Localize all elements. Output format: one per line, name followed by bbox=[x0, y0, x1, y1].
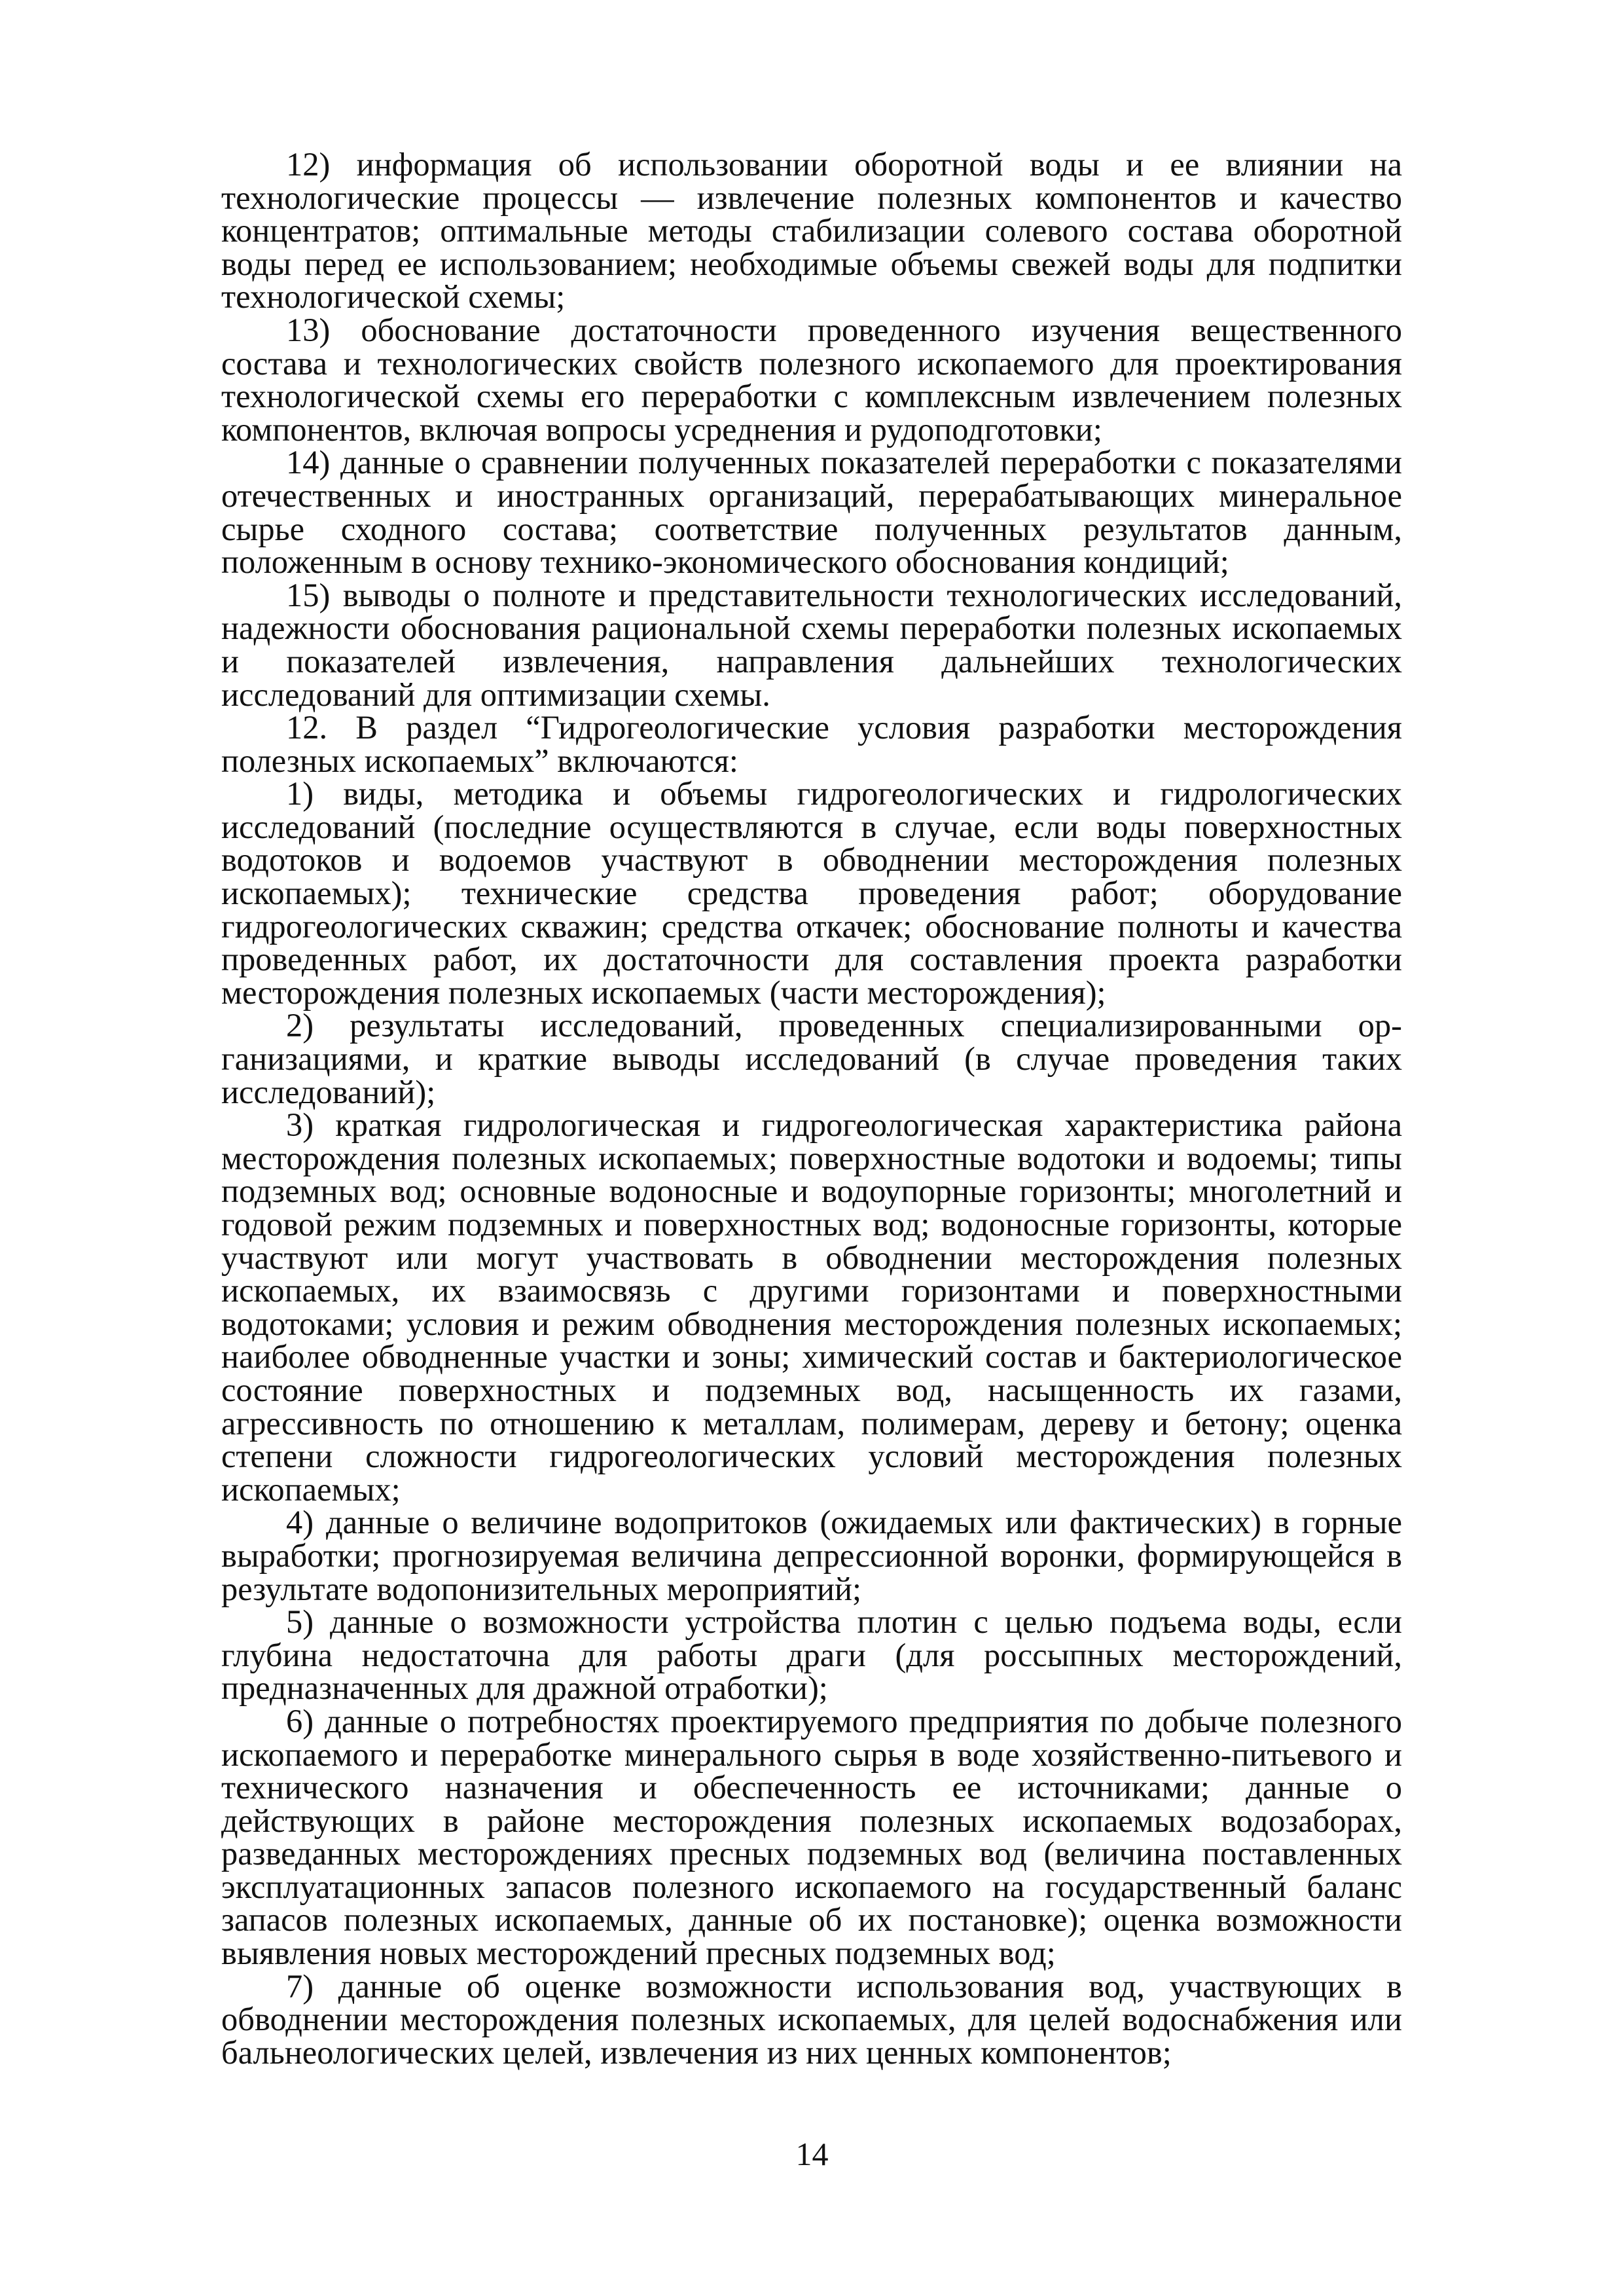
paragraph-4-water-inflow: 4) данные о величине водопритоков (ожидаемых или фактических) в горные выработки; прогнозируемая величина депрессионной воронки, формирующейся в результате водопонизительных мероприятий; bbox=[221, 1504, 1402, 1607]
paragraph-7-water-use: 7) данные об оценке возможности использования вод, участвующих в обводнении месторождения полезных ископаемых, для целей водоснабжения или бальнеологических целей, извлечения из них ценных компонентов; bbox=[221, 1967, 1402, 2071]
paragraph-1-research-types: 1) виды, методика и объемы гидрогеологических и гидрологических исследований (последние осуществляются в случае, если воды поверхностных водотоков и водоемов участвуют в обводнении месторождения полезных ископаемых); технические средства проведения работ; оборудование гидрогеологических скважин; средства откачек; обоснование полноты и качества проведенных работ, их достаточности для составления проекта разработки месторождения полезных ископаемых (части месторождения); bbox=[221, 775, 1402, 1011]
paragraph-6-water-needs: 6) данные о потребностях проектируемого предприятия по добыче полезного ископаемого и переработке минерального сырья в воде хозяйственно-питьевого и технического назначения и обеспеченность ее источниками; данные о действующих в районе месторождения полезных ископаемых водозаборах, разведанных месторождениях пресных подземных вод (величина поставленных эксплуатационных запасов полезного ископаемого на государственный баланс запасов полезных ископаемых, данные об их постановке); оценка возможности выявления новых месторождений пресных подземных вод; bbox=[221, 1702, 1402, 1972]
section-12-heading: 12. В раздел “Гидрогеологические условия разработки месторождения полезных ископаемых” включаются: bbox=[221, 709, 1402, 779]
body-text bbox=[221, 148, 1402, 2069]
paragraph-13-composition-study: 13) обоснование достаточности проведенного изучения вещественного состава и технологических свойств полезного ископаемого для проектирования технологической схемы его переработки с комплексным извлечением полезных компонентов, включая вопросы усреднения и рудоподготовки; bbox=[221, 311, 1402, 448]
paragraph-14-comparison-data: 14) данные о сравнении полученных показателей переработки с показателями отечественных и иностранных организаций, перерабатывающих минеральное сырье сходного состава; соответствие полученных результатов данным, положенным в основу технико-экономического обоснования кондиций; bbox=[221, 444, 1402, 581]
paragraph-15-conclusions: 15) выводы о полноте и представительности технологических исследований, надежности обоснования рациональной схемы переработки полезных ископаемых и показателей извлечения, направления дальнейших технологических исследований для оптимизации схемы. bbox=[221, 576, 1402, 713]
paragraph-2-research-results: 2) результаты исследований, проведенных специализированными организациями, и краткие выводы исследований (в случае проведения таких исследований); bbox=[221, 1007, 1402, 1110]
paragraph-12-water-recycling: 12) информация об использовании оборотной воды и ее влиянии на технологические процессы — извлечение полезных компонентов и качество концентратов; оптимальные методы стабилизации солевого состава оборотной воды перед ее использованием; необходимые объемы свежей воды для подпитки технологической схемы; bbox=[221, 146, 1402, 316]
paragraph-5-dams: 5) данные о возможности устройства плотин с целью подъема воды, если глубина недостаточна для работы драги (для россыпных месторождений, предназначенных для дражной отработки); bbox=[221, 1603, 1402, 1707]
page-number: 14 bbox=[795, 2136, 829, 2172]
paragraph-3-hydro-characteristics: 3) краткая гидрологическая и гидрогеологическая характеристика района месторождения полезных ископаемых; поверхностные водотоки и водоемы; типы подземных вод; основные водоносные и водоупорные горизонты; многолетний и годовой режим подземных и поверхностных вод; водоносные горизонты, которые участвуют или могут участвовать в обводнении месторождения полезных ископаемых, их взаимосвязь с другими горизонтами и поверхностными водотоками; условия и режим обводнения месторождения полезных ископаемых; наиболее обводненные участки и зоны; химический состав и бактериологическое состояние поверхностных и подземных вод, насыщенность их газами, агрессивность по отношению к металлам, полимерам, дереву и бетону; оценка степени сложности гидрогеологических условий месторождения полезных ископаемых; bbox=[221, 1106, 1402, 1508]
